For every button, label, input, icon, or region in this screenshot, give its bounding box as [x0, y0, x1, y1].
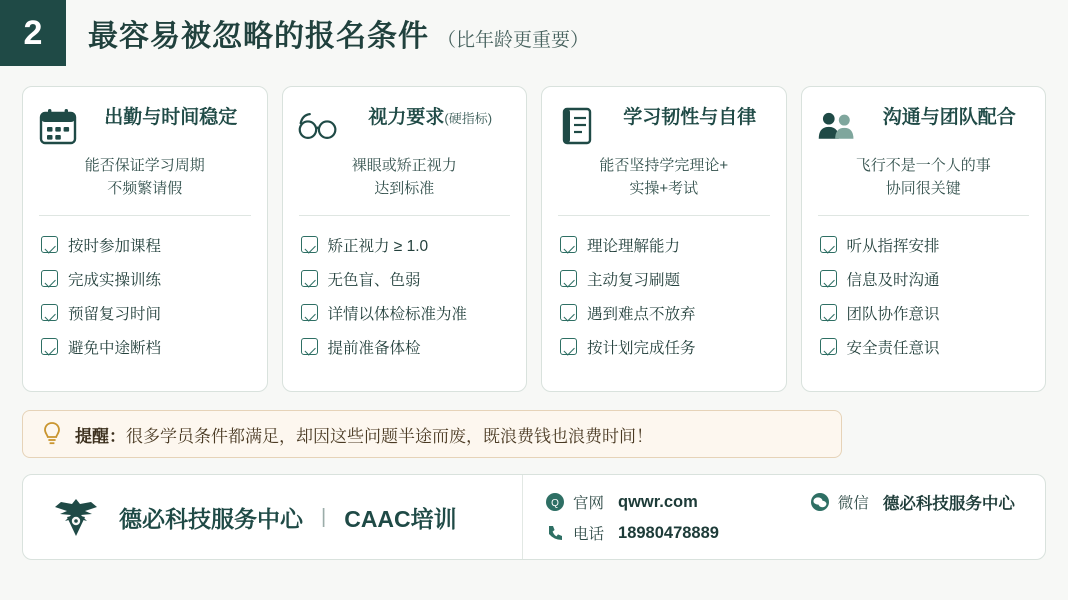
team-icon [816, 105, 858, 147]
card-header [37, 103, 253, 147]
list-item [301, 262, 513, 296]
card-desc-line: 达到标准 [374, 180, 435, 198]
check-icon [820, 270, 837, 287]
card-teamwork [801, 86, 1047, 392]
list-item [301, 330, 513, 364]
card-description [816, 154, 1032, 201]
contact-value: 德必科技服务中心 [882, 495, 1015, 513]
card-desc-line: 实操+考试 [629, 180, 699, 198]
footer-bar [22, 474, 1046, 560]
card-header [297, 103, 513, 147]
card-description [297, 154, 513, 201]
list-item-label: 信息及时沟通 [846, 271, 940, 289]
card-description [37, 154, 253, 201]
list-item [820, 228, 1032, 262]
check-icon [560, 338, 577, 355]
card-header [816, 103, 1032, 147]
list-item-label: 主动复习刷题 [587, 271, 681, 289]
card-title [349, 106, 513, 130]
card-desc-line: 不频繁请假 [107, 180, 183, 198]
check-icon [41, 270, 58, 287]
check-icon [820, 304, 837, 321]
contact-label: 官网 [573, 495, 605, 512]
list-item [560, 330, 772, 364]
list-item-label: 完成实操训练 [68, 271, 162, 289]
card-description [556, 154, 772, 201]
check-icon [41, 338, 58, 355]
card-title-wrap [868, 103, 1032, 130]
checklist [816, 228, 1032, 364]
slide-header [0, 0, 1068, 66]
svg-text:Q: Q [551, 498, 559, 509]
card-title-text: 视力要求 [368, 107, 445, 128]
check-icon [560, 304, 577, 321]
card-title-wrap [89, 103, 253, 130]
card-title: 学习韧性与自律 [623, 107, 757, 128]
contact-label: 微信 [837, 495, 869, 512]
header-text-group [88, 11, 589, 55]
glasses-icon [297, 105, 339, 147]
list-item [820, 330, 1032, 364]
card-vision [282, 86, 528, 392]
card-desc-line: 飞行不是一个人的事 [855, 157, 991, 174]
list-item [560, 228, 772, 262]
card-title-wrap [349, 103, 513, 130]
card-title-tag: (硬指标) [444, 111, 493, 126]
check-icon [41, 236, 58, 253]
list-item [301, 296, 513, 330]
footer-contacts [523, 475, 1045, 559]
check-icon [301, 304, 318, 321]
book-icon [556, 105, 598, 147]
list-item [41, 262, 253, 296]
list-item [560, 296, 772, 330]
list-item-label: 团队协作意识 [846, 305, 940, 323]
list-item [41, 228, 253, 262]
wechat-icon [810, 492, 830, 512]
list-item-label: 听从指挥安排 [846, 237, 940, 255]
list-item [301, 228, 513, 262]
reminder-text [75, 422, 653, 447]
list-item-label: 无色盲、色弱 [327, 271, 421, 289]
check-icon [301, 236, 318, 253]
card-desc-line: 协同很关键 [885, 180, 961, 198]
brand-separator: | [321, 505, 327, 528]
card-divider [818, 215, 1030, 216]
brand-name: 德必科技服务中心 [119, 505, 303, 532]
list-item [820, 262, 1032, 296]
brand-course: CAAC培训 [344, 505, 457, 532]
list-item-label: 遇到难点不放弃 [587, 305, 696, 323]
card-header [556, 103, 772, 147]
list-item-label: 矫正视力 ≥ 1.0 [327, 237, 429, 255]
reminder-label: 提醒： [75, 426, 126, 446]
reminder-banner [22, 410, 842, 458]
checklist [37, 228, 253, 364]
list-item-label: 理论理解能力 [587, 237, 681, 255]
contact-website[interactable] [545, 491, 698, 513]
phone-icon [545, 523, 565, 543]
condition-cards [0, 66, 1068, 392]
step-number-badge: 2 [0, 0, 66, 66]
contact-phone[interactable] [545, 522, 719, 544]
check-icon [301, 338, 318, 355]
list-item [41, 296, 253, 330]
list-item-label: 详情以体检标准为准 [327, 305, 468, 323]
list-item-label: 预留复习时间 [68, 305, 162, 323]
check-icon [820, 338, 837, 355]
list-item-label: 安全责任意识 [846, 339, 940, 357]
calendar-icon [37, 105, 79, 147]
lightbulb-icon [41, 421, 63, 447]
card-title: 出勤与时间稳定 [104, 107, 238, 128]
check-icon [560, 236, 577, 253]
contact-wechat[interactable] [810, 490, 1015, 514]
website-icon [545, 492, 565, 512]
check-icon [820, 236, 837, 253]
contact-value: qwwr.com [618, 492, 698, 511]
footer-brand [23, 475, 523, 559]
list-item [820, 296, 1032, 330]
card-title-wrap [608, 103, 772, 130]
list-item-label: 提前准备体检 [327, 339, 421, 357]
checklist [556, 228, 772, 364]
list-item [560, 262, 772, 296]
card-title: 沟通与团队配合 [882, 107, 1016, 128]
contact-value: 18980478889 [618, 523, 719, 542]
card-discipline [541, 86, 787, 392]
card-divider [299, 215, 511, 216]
list-item-label: 按计划完成任务 [587, 339, 696, 357]
contact-row-top [545, 490, 1023, 514]
check-icon [560, 270, 577, 287]
card-attendance [22, 86, 268, 392]
checklist [297, 228, 513, 364]
contact-row-bottom [545, 522, 1023, 544]
card-divider [558, 215, 770, 216]
contact-label: 电话 [573, 526, 605, 543]
check-icon [41, 304, 58, 321]
card-desc-line: 能否坚持学完理论+ [599, 157, 729, 174]
list-item [41, 330, 253, 364]
reminder-body: 很多学员条件都满足，却因这些问题半途而废，既浪费钱也浪费时间！ [126, 426, 653, 446]
eagle-badge-icon [47, 493, 105, 541]
list-item-label: 避免中途断档 [68, 339, 162, 357]
list-item-label: 按时参加课程 [68, 237, 162, 255]
card-desc-line: 裸眼或矫正视力 [351, 157, 457, 174]
check-icon [301, 270, 318, 287]
page-subtitle: （比年龄更重要） [437, 30, 590, 51]
card-desc-line: 能否保证学习周期 [84, 157, 205, 174]
page-title: 最容易被忽略的报名条件 [88, 20, 429, 53]
card-divider [39, 215, 251, 216]
